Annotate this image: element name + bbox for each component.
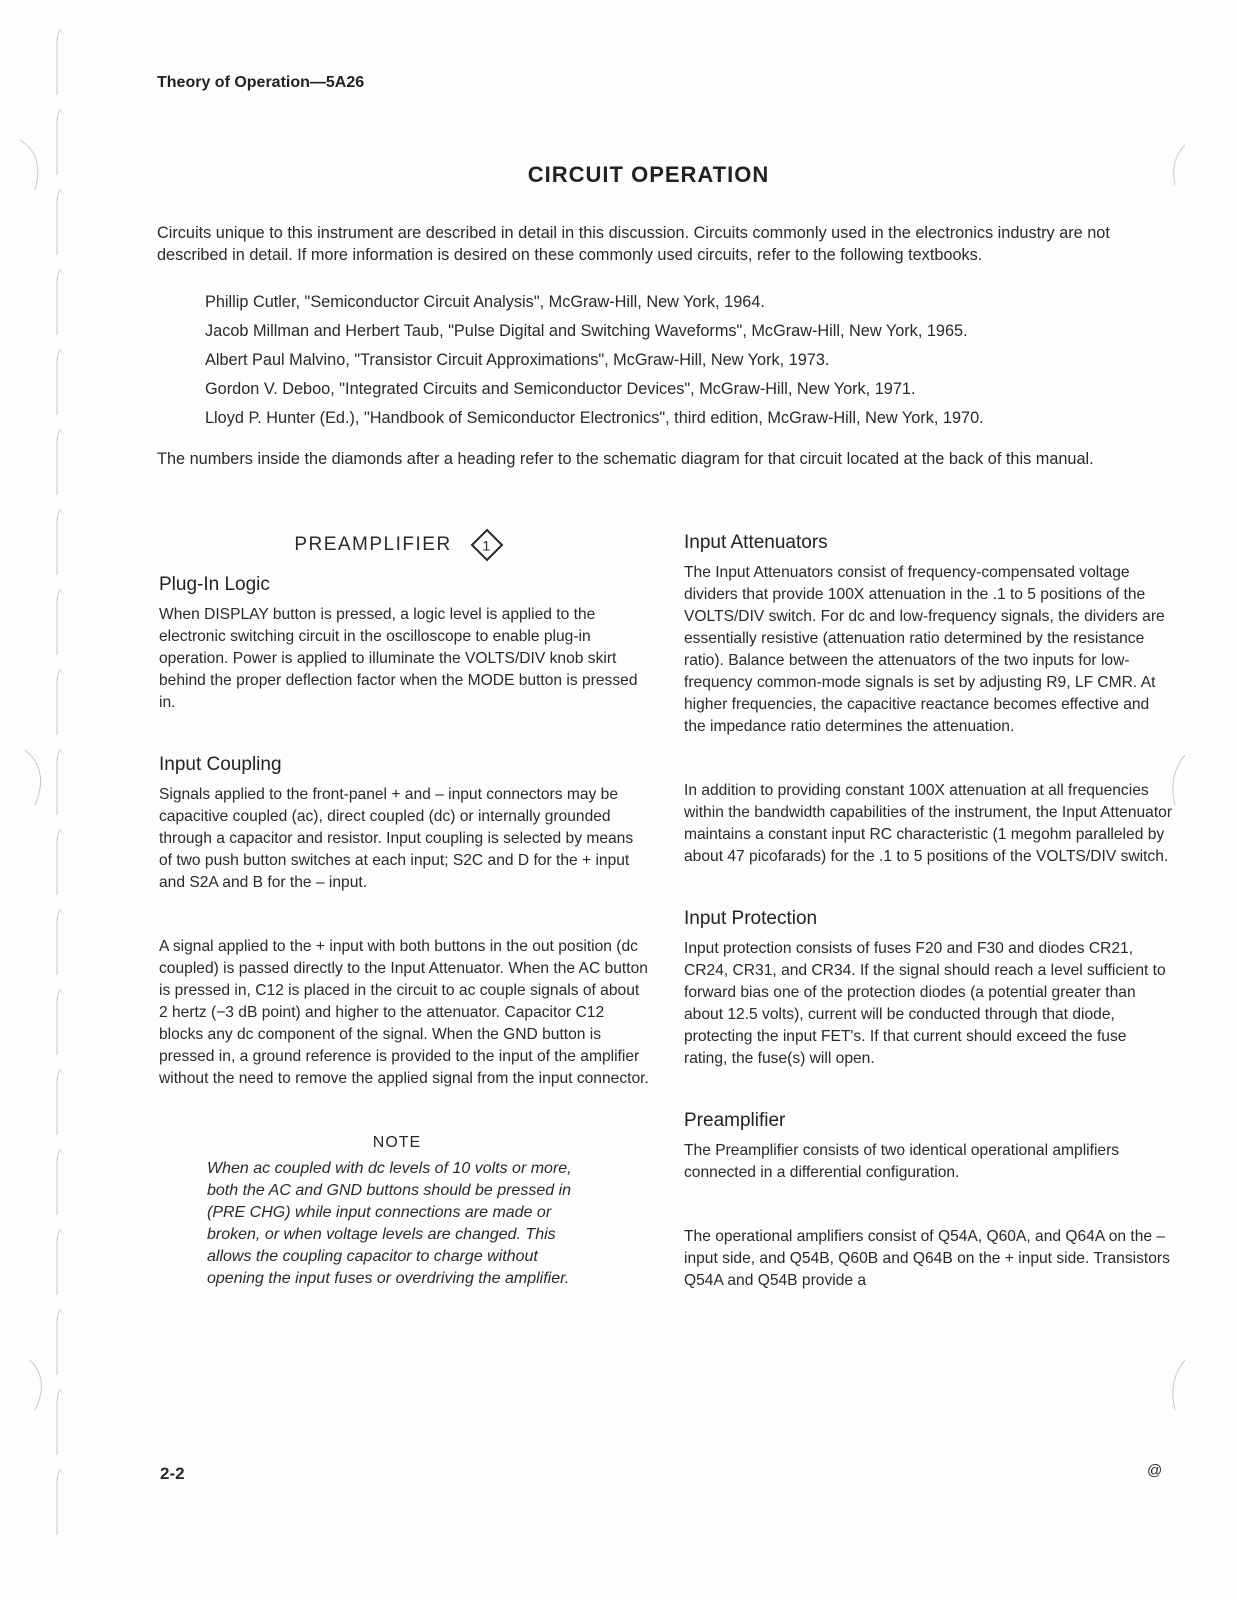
binding-marks-left bbox=[0, 0, 70, 1600]
section-title: PREAMPLIFIER bbox=[294, 534, 452, 555]
right-column bbox=[684, 528, 1174, 1292]
reference-item: Lloyd P. Hunter (Ed.), "Handbook of Semiconductor Electronics", third edition, McGraw-Hill, New York, 1970. bbox=[205, 409, 984, 427]
diamond-explanation: The numbers inside the diamonds after a heading refer to the schematic diagram for that circuit located at the back of this manual. bbox=[157, 450, 1094, 468]
plugin-logic-text: When DISPLAY button is pressed, a logic level is applied to the electronic switching circuit in the oscilloscope to enable plug-in operation. Power is applied to illuminate the VOLTS/DIV knob skirt behind the proper deflection factor when the MODE button is pressed in. bbox=[159, 606, 638, 711]
diamond-number: 1 bbox=[482, 537, 492, 554]
page-number: 2-2 bbox=[160, 1464, 185, 1483]
input-coupling-text-2: A signal applied to the + input with both buttons in the out position (dc coupled) is passed directly to the Input Attenuator. When the AC button is pressed in, C12 is placed in the circuit to ac couple signals of about 2 hertz (−3 dB point) and higher to the attenuator. Capacitor C12 blocks any dc component of the signal. When the GND button is pressed in, a ground reference is provided to the input of the amplifier without the need to remove the applied signal from the input connector. bbox=[159, 938, 649, 1087]
preamplifier-text-1: The Preamplifier consists of two identical operational amplifiers connected in a differential configuration. bbox=[684, 1142, 1120, 1181]
footer-symbol: @ bbox=[1147, 1462, 1163, 1479]
input-protection-heading: Input Protection bbox=[684, 908, 818, 929]
page-title: CIRCUIT OPERATION bbox=[527, 162, 770, 187]
input-attenuators-text-2: In addition to providing constant 100X attenuation at all frequencies within the bandwidth capabilities of the instrument, the Input Attenuator maintains a constant input RC characteristic (1 megohm paralleled by about 47 picofarads) for the .1 to 5 positions of the VOLTS/DIV switch. bbox=[684, 782, 1173, 865]
reference-item: Albert Paul Malvino, "Transistor Circuit Approximations", McGraw-Hill, New York, 1973. bbox=[205, 351, 830, 369]
input-attenuators-heading: Input Attenuators bbox=[684, 532, 828, 553]
running-header: Theory of Operation—5A26 bbox=[157, 74, 365, 91]
preamplifier-heading: Preamplifier bbox=[684, 1110, 786, 1131]
preamplifier-text-2: The operational amplifiers consist of Q54A, Q60A, and Q64A on the – input side, and Q54B, Q60B and Q64B on the + input side. Transistors Q54A and Q54B provide a bbox=[684, 1228, 1170, 1289]
note-title: NOTE bbox=[372, 1134, 422, 1151]
input-attenuators-text-1: The Input Attenuators consist of frequency-compensated voltage dividers that provide 100X attenuation in the .1 to 5 positions of the VOLTS/DIV switch. For dc and low-frequency signals, the dividers are essentially resistive (attenuation ratio determined by the resistance ratio). Balance between the attenuators of the two inputs for low-frequency common-mode signals is set by adjusting R9, LF CMR. At higher frequencies, the capacitive reactance becomes effective and the impedance ratio determines the attenuation. bbox=[684, 564, 1165, 735]
schematic-diamond-icon bbox=[470, 528, 504, 562]
section-heading bbox=[149, 528, 649, 562]
input-coupling-heading: Input Coupling bbox=[159, 754, 282, 775]
input-protection-text: Input protection consists of fuses F20 and F30 and diodes CR21, CR24, CR31, and CR34. If the signal should reach a level sufficient to forward bias one of the protection diodes (a potential greater than about 12.5 volts), current will be conducted through that diode, protecting the input FET's. If that current should exceed the fuse rating, the fuse(s) will open. bbox=[684, 940, 1166, 1067]
note-box bbox=[207, 1134, 587, 1290]
reference-list bbox=[205, 288, 1165, 433]
input-coupling-text-1: Signals applied to the front-panel + and – input connectors may be capacitive coupled (ac), direct coupled (dc) or internally grounded through a capacitor and resistor. Input coupling is selected by means of two push button switches at each input; S2C and D for the + input and S2A and B for the – input. bbox=[159, 786, 634, 891]
plugin-logic-heading: Plug-In Logic bbox=[159, 574, 270, 595]
reference-item: Phillip Cutler, "Semiconductor Circuit Analysis", McGraw-Hill, New York, 1964. bbox=[205, 293, 765, 311]
reference-item: Jacob Millman and Herbert Taub, "Pulse Digital and Switching Waveforms", McGraw-Hill, New York, 1965. bbox=[205, 322, 968, 340]
left-column bbox=[159, 528, 649, 1290]
intro-paragraph: Circuits unique to this instrument are described in detail in this discussion. Circuits commonly used in the electronics industry are not described in detail. If more information is desired on these commonly used circuits, refer to the following textbooks. bbox=[157, 224, 1110, 264]
note-text: When ac coupled with dc levels of 10 volts or more, both the AC and GND buttons should be pressed in (PRE CHG) while input connections are made or broken, or when voltage levels are changed. This allows the coupling capacitor to charge without opening the input fuses or overdriving the amplifier. bbox=[207, 1160, 572, 1287]
reference-item: Gordon V. Deboo, "Integrated Circuits and Semiconductor Devices", McGraw-Hill, New York, 1971. bbox=[205, 380, 916, 398]
